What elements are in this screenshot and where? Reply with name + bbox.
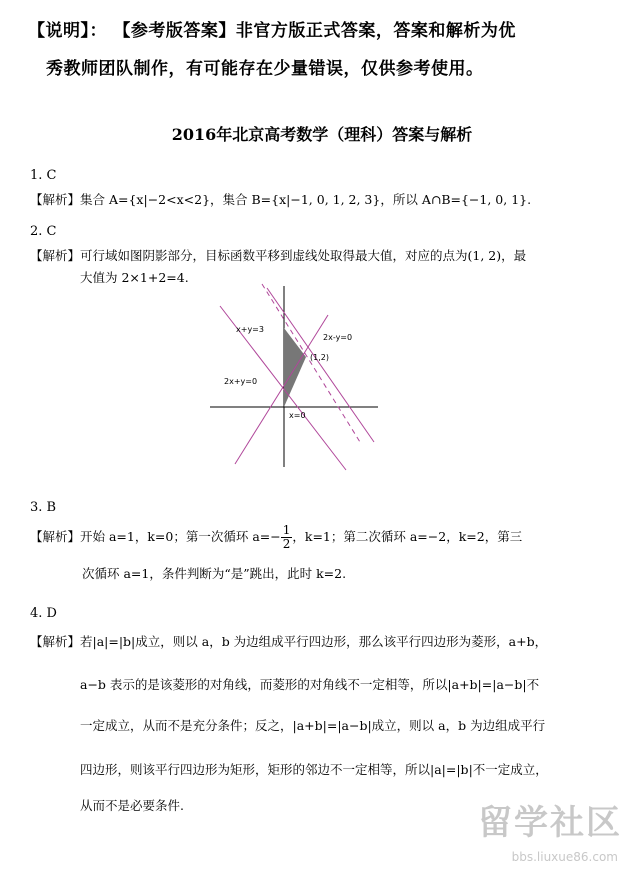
label-2x-minus-y-0: 2x-y=0: [323, 333, 353, 342]
q1-number: 1. C: [30, 168, 57, 183]
fraction-denominator: 2: [282, 537, 291, 551]
feasible-region-graph: [200, 282, 390, 472]
label-point-1-2: (1,2): [310, 353, 329, 362]
fraction-numerator: 1: [282, 523, 291, 537]
line-2x-minus-y-0: [235, 315, 328, 464]
q4-analysis-line-4: 四边形，则该平行四边形为矩形，矩形的邻边不一定相等，所以|a|=|b|不一定成立，: [80, 762, 548, 777]
q4-analysis-line-5: 从而不是必要条件.: [80, 798, 184, 813]
q4-analysis-line-3: 一定成立，从而不是充分条件；反之，|a+b|=|a−b|成立，则以 a，b 为边组成平行: [80, 718, 546, 733]
q4-analysis-line-2: a−b 表示的是该菱形的对角线，而菱形的对角线不一定相等，所以|a+b|=|a−b|不: [80, 677, 540, 692]
label-x-plus-y-3: x+y=3: [236, 325, 264, 334]
fraction-one-half: [281, 524, 293, 551]
q2-number: 2. C: [30, 224, 57, 239]
q3-analysis-part-2: ，k=1；第二次循环 a=−2，k=2，第三: [292, 529, 523, 544]
line-x-plus-y-3: [267, 288, 374, 442]
watermark-url: bbs.liuxue86.com: [511, 850, 618, 864]
q4-number: 4. D: [30, 606, 57, 621]
q2-analysis-line-2: 大值为 2×1+2=4.: [80, 270, 189, 285]
q2-analysis-line-1: 【解析】可行域如图阴影部分，目标函数平移到虚线处取得最大值，对应的点为(1, 2)，最: [30, 248, 527, 263]
page-title: 2016年北京高考数学（理科）答案与解析: [171, 125, 473, 144]
dashed-objective-line: [262, 284, 360, 442]
notice-line-1: 【说明】： 【参考版答案】非官方版正式答案，答案和解析为优: [28, 21, 516, 41]
label-x-0: x=0: [289, 411, 306, 420]
q3-analysis-line-1: [30, 524, 522, 551]
q4-analysis-line-1: 【解析】若|a|=|b|成立，则以 a，b 为边组成平行四边形，那么该平行四边形为菱形，a+b，: [30, 634, 548, 649]
q1-analysis: 【解析】集合 A={x|−2<x<2}，集合 B={x|−1, 0, 1, 2, 3}，所以 A∩B={−1, 0, 1}.: [30, 192, 532, 207]
q3-analysis-line-2: 次循环 a=1，条件判断为“是”跳出，此时 k=2.: [82, 566, 347, 581]
q3-analysis-part-1: 【解析】开始 a=1，k=0；第一次循环 a=−: [30, 529, 281, 544]
watermark-logo: 留学社区: [478, 803, 622, 843]
label-2x-plus-y-0: 2x+y=0: [224, 377, 258, 386]
q3-number: 3. B: [30, 500, 57, 515]
notice-line-2: 秀教师团队制作，有可能存在少量错误，仅供参考使用。: [46, 59, 484, 79]
